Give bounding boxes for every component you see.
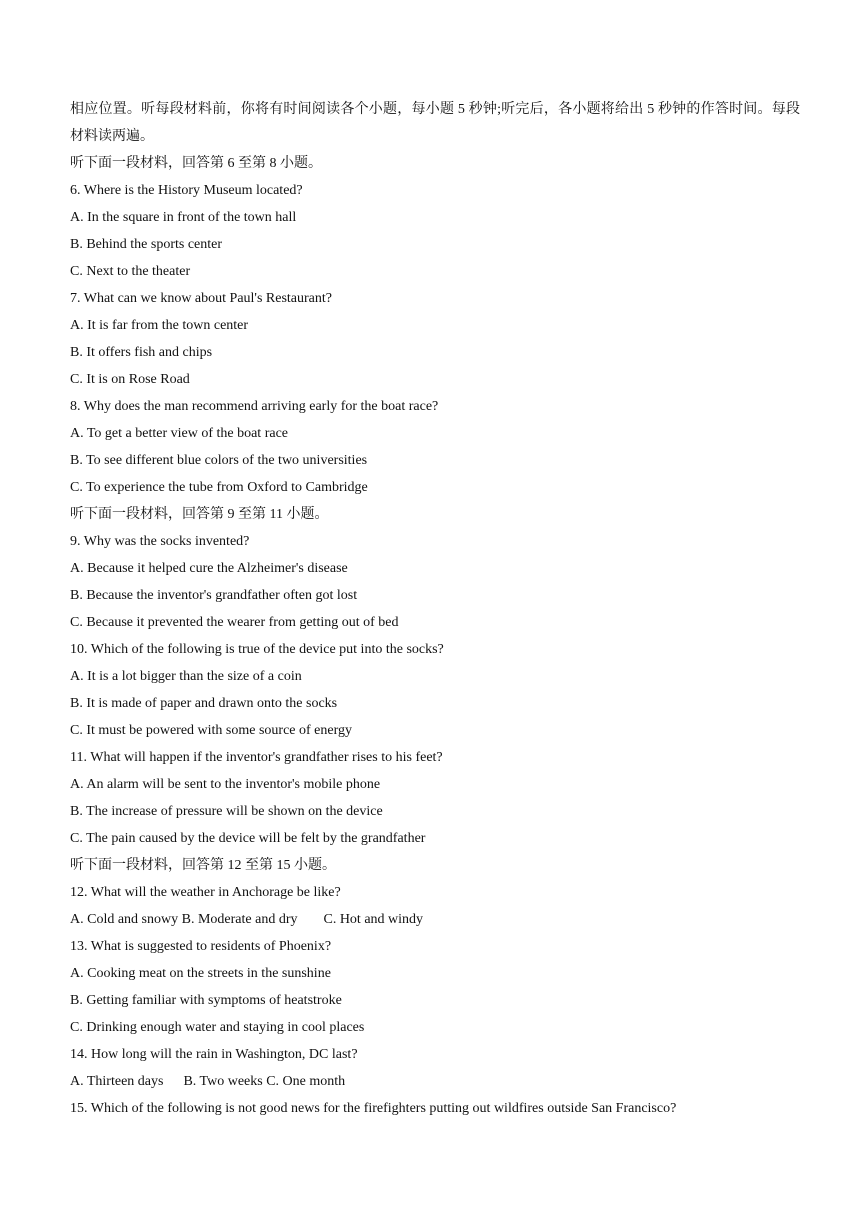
q14-option-b: B. Two weeks	[183, 1074, 263, 1089]
q12-option-a: A. Cold and snowy	[70, 912, 179, 927]
q14-option-a: A. Thirteen days	[70, 1074, 164, 1089]
q11-option-a: A. An alarm will be sent to the inventor's mobile phone	[70, 777, 381, 792]
question-6: 6. Where is the History Museum located?	[70, 183, 303, 198]
question-14: 14. How long will the rain in Washington, DC last?	[70, 1047, 358, 1062]
q13-option-c: C. Drinking enough water and staying in cool places	[70, 1020, 365, 1035]
section-heading: 听下面一段材料，回答第 6 至第 8 小题。	[70, 156, 322, 171]
q9-option-c: C. Because it prevented the wearer from getting out of bed	[70, 615, 399, 630]
q6-option-a: A. In the square in front of the town hall	[70, 210, 297, 225]
q12-option-b: B. Moderate and dry	[181, 912, 298, 927]
intro-paragraph: 相应位置。听每段材料前，你将有时间阅读各个小题，每小题 5 秒钟;听完后，各小题将给出 5 秒钟的作答时间。每段材料读两遍。	[70, 102, 800, 144]
q14-option-c: C. One month	[266, 1074, 346, 1089]
q6-option-c: C. Next to the theater	[70, 264, 191, 279]
q11-option-c: C. The pain caused by the device will be felt by the grandfather	[70, 831, 426, 846]
q12-options-row	[70, 906, 800, 933]
question-7: 7. What can we know about Paul's Restaurant?	[70, 291, 332, 306]
question-15: 15. Which of the following is not good news for the firefighters putting out wildfires outside San Francisco?	[70, 1101, 677, 1116]
q8-option-b: B. To see different blue colors of the two universities	[70, 453, 368, 468]
q8-option-c: C. To experience the tube from Oxford to Cambridge	[70, 480, 368, 495]
q10-option-b: B. It is made of paper and drawn onto the socks	[70, 696, 338, 711]
question-10: 10. Which of the following is true of the device put into the socks?	[70, 642, 444, 657]
q13-option-b: B. Getting familiar with symptoms of heatstroke	[70, 993, 342, 1008]
q11-option-b: B. The increase of pressure will be shown on the device	[70, 804, 383, 819]
q7-option-a: A. It is far from the town center	[70, 318, 249, 333]
question-9: 9. Why was the socks invented?	[70, 534, 250, 549]
q8-option-a: A. To get a better view of the boat race	[70, 426, 289, 441]
section-heading: 听下面一段材料，回答第 12 至第 15 小题。	[70, 858, 336, 873]
section-heading: 听下面一段材料，回答第 9 至第 11 小题。	[70, 507, 329, 522]
q10-option-a: A. It is a lot bigger than the size of a coin	[70, 669, 302, 684]
q7-option-b: B. It offers fish and chips	[70, 345, 213, 360]
q6-option-b: B. Behind the sports center	[70, 237, 223, 252]
q12-option-c: C. Hot and windy	[323, 912, 424, 927]
q14-options-row	[70, 1068, 800, 1095]
q9-option-b: B. Because the inventor's grandfather often got lost	[70, 588, 358, 603]
question-11: 11. What will happen if the inventor's grandfather rises to his feet?	[70, 750, 443, 765]
question-12: 12. What will the weather in Anchorage be like?	[70, 885, 341, 900]
q7-option-c: C. It is on Rose Road	[70, 372, 190, 387]
q9-option-a: A. Because it helped cure the Alzheimer's disease	[70, 561, 348, 576]
q13-option-a: A. Cooking meat on the streets in the sunshine	[70, 966, 331, 981]
document-content	[70, 96, 800, 1122]
question-13: 13. What is suggested to residents of Phoenix?	[70, 939, 332, 954]
q10-option-c: C. It must be powered with some source of energy	[70, 723, 353, 738]
question-8: 8. Why does the man recommend arriving early for the boat race?	[70, 399, 439, 414]
